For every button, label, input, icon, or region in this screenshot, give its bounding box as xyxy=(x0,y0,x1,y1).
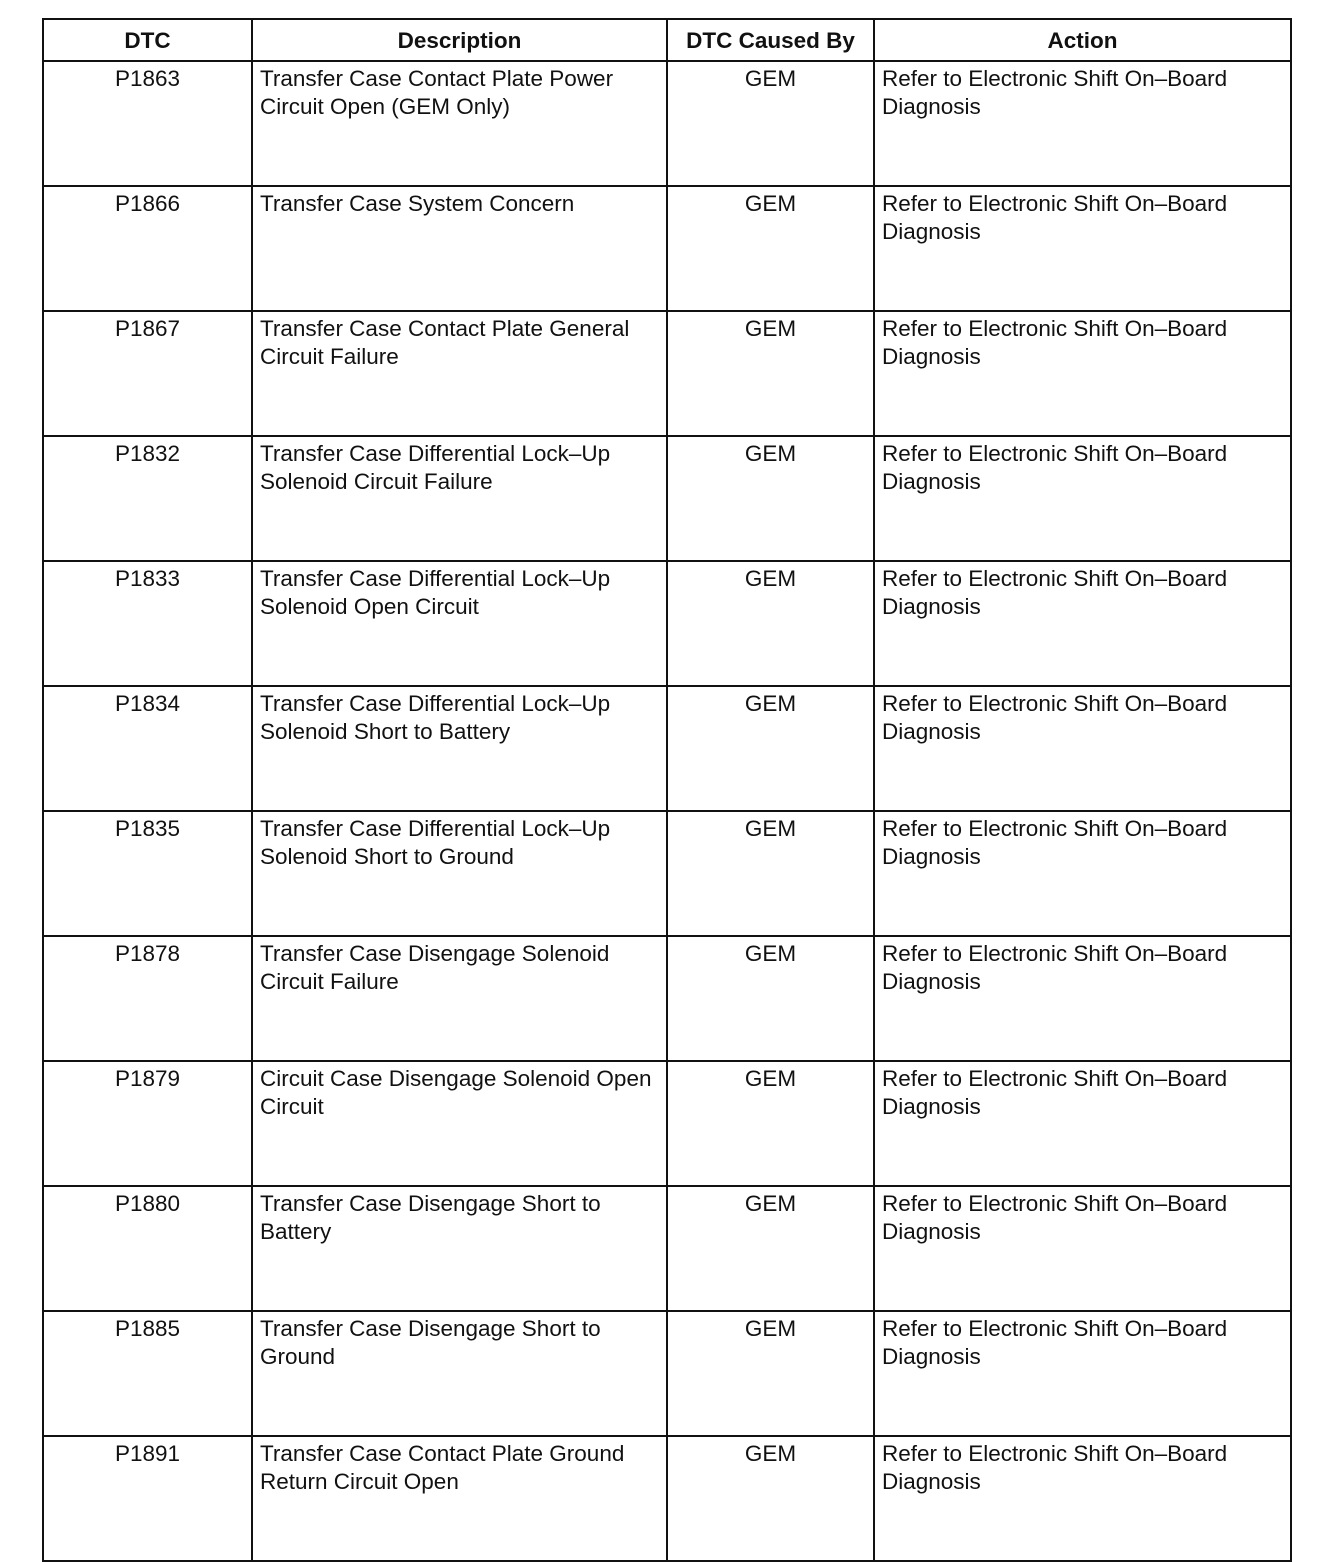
table-row xyxy=(43,1186,1291,1311)
dtc-caused-by: GEM xyxy=(667,1436,874,1561)
dtc-code: P1835 xyxy=(43,811,252,936)
dtc-code: P1878 xyxy=(43,936,252,1061)
dtc-action: Refer to Electronic Shift On–Board Diagnosis xyxy=(874,936,1291,1061)
dtc-description: Circuit Case Disengage Solenoid Open Circuit xyxy=(252,1061,667,1186)
dtc-caused-by: GEM xyxy=(667,1186,874,1311)
dtc-action: Refer to Electronic Shift On–Board Diagnosis xyxy=(874,61,1291,186)
dtc-action: Refer to Electronic Shift On–Board Diagnosis xyxy=(874,811,1291,936)
table-row xyxy=(43,1311,1291,1436)
dtc-code: P1891 xyxy=(43,1436,252,1561)
dtc-action: Refer to Electronic Shift On–Board Diagnosis xyxy=(874,311,1291,436)
dtc-description: Transfer Case Differential Lock–Up Solenoid Circuit Failure xyxy=(252,436,667,561)
table-row xyxy=(43,186,1291,311)
dtc-description: Transfer Case Differential Lock–Up Solenoid Open Circuit xyxy=(252,561,667,686)
header-description: Description xyxy=(252,19,667,61)
dtc-action: Refer to Electronic Shift On–Board Diagnosis xyxy=(874,686,1291,811)
dtc-description: Transfer Case Differential Lock–Up Solenoid Short to Battery xyxy=(252,686,667,811)
dtc-description: Transfer Case Contact Plate Power Circuit Open (GEM Only) xyxy=(252,61,667,186)
dtc-caused-by: GEM xyxy=(667,61,874,186)
dtc-code: P1863 xyxy=(43,61,252,186)
table-header-row xyxy=(43,19,1291,61)
dtc-description: Transfer Case System Concern xyxy=(252,186,667,311)
dtc-code: P1880 xyxy=(43,1186,252,1311)
dtc-description: Transfer Case Disengage Solenoid Circuit Failure xyxy=(252,936,667,1061)
header-caused-by: DTC Caused By xyxy=(667,19,874,61)
dtc-code: P1834 xyxy=(43,686,252,811)
dtc-caused-by: GEM xyxy=(667,1311,874,1436)
dtc-code: P1867 xyxy=(43,311,252,436)
dtc-action: Refer to Electronic Shift On–Board Diagnosis xyxy=(874,186,1291,311)
table-row xyxy=(43,1436,1291,1561)
dtc-action: Refer to Electronic Shift On–Board Diagnosis xyxy=(874,1311,1291,1436)
dtc-description: Transfer Case Disengage Short to Battery xyxy=(252,1186,667,1311)
table-row xyxy=(43,561,1291,686)
header-action: Action xyxy=(874,19,1291,61)
dtc-action: Refer to Electronic Shift On–Board Diagnosis xyxy=(874,1061,1291,1186)
header-dtc: DTC xyxy=(43,19,252,61)
dtc-action: Refer to Electronic Shift On–Board Diagnosis xyxy=(874,561,1291,686)
dtc-caused-by: GEM xyxy=(667,686,874,811)
dtc-action: Refer to Electronic Shift On–Board Diagnosis xyxy=(874,1186,1291,1311)
table-row xyxy=(43,936,1291,1061)
dtc-caused-by: GEM xyxy=(667,186,874,311)
table-row xyxy=(43,686,1291,811)
table-row xyxy=(43,436,1291,561)
dtc-code: P1833 xyxy=(43,561,252,686)
table-row xyxy=(43,811,1291,936)
dtc-action: Refer to Electronic Shift On–Board Diagnosis xyxy=(874,1436,1291,1561)
table-row xyxy=(43,61,1291,186)
table-row xyxy=(43,311,1291,436)
dtc-code: P1885 xyxy=(43,1311,252,1436)
dtc-code: P1866 xyxy=(43,186,252,311)
dtc-table-container xyxy=(42,18,1290,1562)
dtc-caused-by: GEM xyxy=(667,811,874,936)
dtc-caused-by: GEM xyxy=(667,436,874,561)
dtc-table xyxy=(42,18,1292,1562)
dtc-description: Transfer Case Contact Plate Ground Return Circuit Open xyxy=(252,1436,667,1561)
table-row xyxy=(43,1061,1291,1186)
dtc-caused-by: GEM xyxy=(667,936,874,1061)
dtc-action: Refer to Electronic Shift On–Board Diagnosis xyxy=(874,436,1291,561)
dtc-code: P1832 xyxy=(43,436,252,561)
dtc-description: Transfer Case Differential Lock–Up Solenoid Short to Ground xyxy=(252,811,667,936)
dtc-description: Transfer Case Contact Plate General Circuit Failure xyxy=(252,311,667,436)
dtc-description: Transfer Case Disengage Short to Ground xyxy=(252,1311,667,1436)
dtc-caused-by: GEM xyxy=(667,311,874,436)
dtc-caused-by: GEM xyxy=(667,561,874,686)
dtc-code: P1879 xyxy=(43,1061,252,1186)
dtc-caused-by: GEM xyxy=(667,1061,874,1186)
